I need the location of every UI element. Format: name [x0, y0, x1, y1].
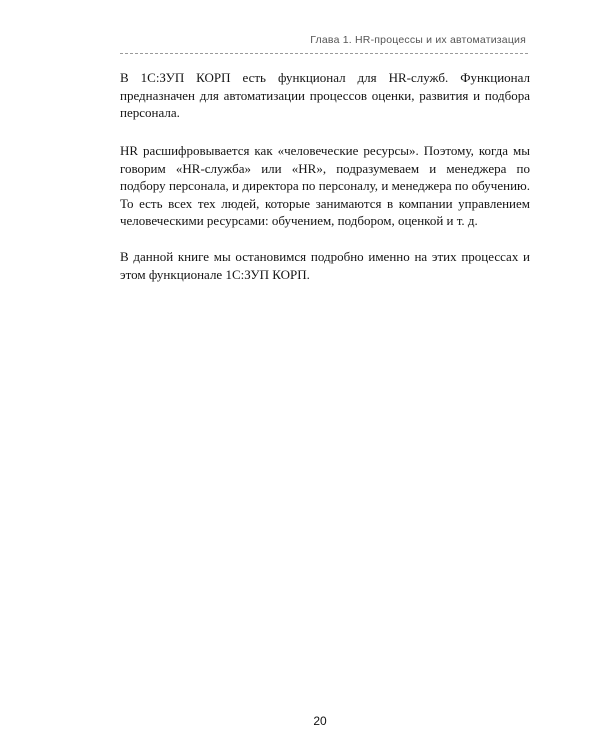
paragraph-2: HR расшифровывается как «человеческие ресурсы». Поэтому, когда мы говорим «HR-служба» или «HR», подразумеваем и менеджера по подбору персонала, и директора по персоналу, и менеджера по обучению. То есть всех тех людей, которые занимаются в компании управлением человеческими ресурсами: обучением, подбором, оценкой и т. д.: [120, 143, 530, 228]
page-number: 20: [313, 714, 327, 728]
running-header: Глава 1. HR-процессы и их автоматизация: [310, 34, 526, 46]
paragraph-3: В данной книге мы остановимся подробно именно на этих процессах и этом функционале 1С:ЗУП КОРП.: [120, 249, 530, 282]
header-divider: [120, 53, 528, 54]
paragraph-1: В 1С:ЗУП КОРП есть функционал для HR-служб. Функционал предназначен для автоматизации процессов оценки, развития и подбора персонала.: [120, 70, 530, 120]
